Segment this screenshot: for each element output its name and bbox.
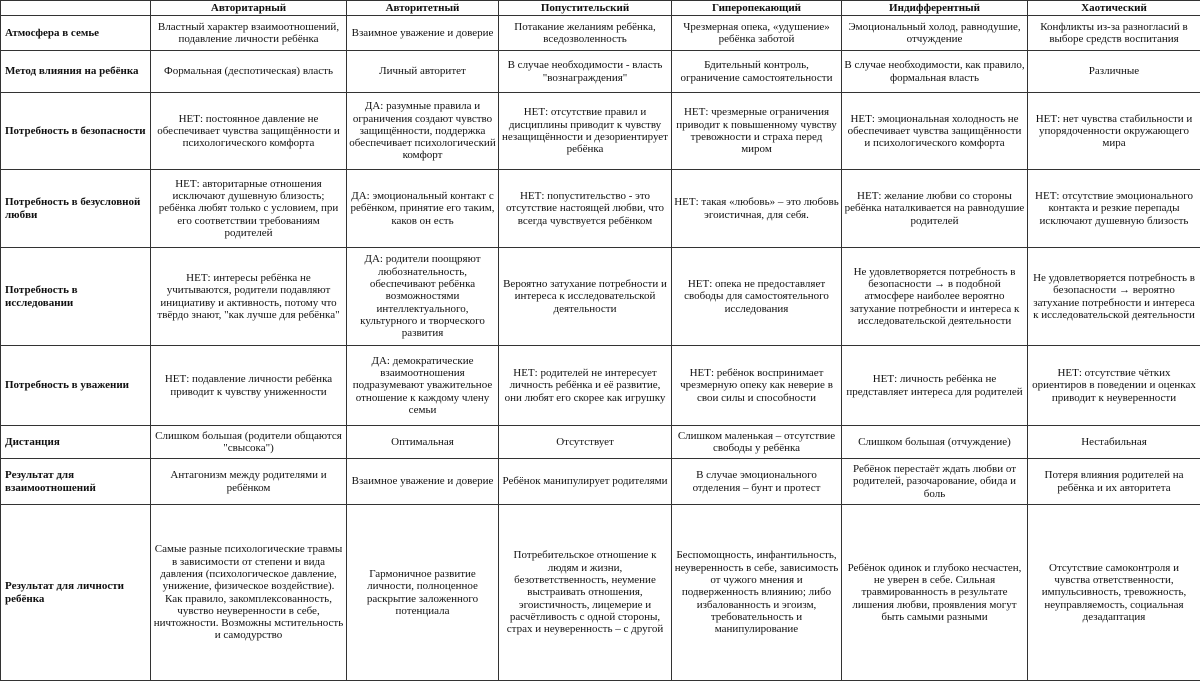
table-cell: НЕТ: родителей не интересует личность ребёнка и её развитие, они любят его скорее как игрушку (499, 346, 672, 426)
table-cell: Ребёнок манипулирует родителями (499, 459, 672, 505)
table-cell: НЕТ: личность ребёнка не представляет интереса для родителей (842, 346, 1028, 426)
table-cell: НЕТ: опека не предоставляет свободы для самостоятельного исследования (672, 248, 842, 346)
table-cell: НЕТ: отсутствие эмоционального контакта и резкие перепады исключают душевную близость (1028, 170, 1200, 248)
table-cell: Чрезмерная опека, «удушение» ребёнка заботой (672, 16, 842, 51)
table-cell: НЕТ: интересы ребёнка не учитываются, родители подавляют инициативу и активность, потому что твёрдо знают, "как лучше для ребёнка" (151, 248, 347, 346)
table-cell: Различные (1028, 51, 1200, 93)
table-cell: Не удовлетворяется потребность в безопасности → в подобной атмосфере наиболее вероятно затухание потребности и интереса к исследовательской деятельности (842, 248, 1028, 346)
table-row (1, 346, 1200, 426)
table-cell: Ребёнок одинок и глубоко несчастен, не уверен в себе. Сильная травмированность в результате лишения любви, проявления могут быть самыми разными (842, 505, 1028, 681)
table-cell: Слишком большая (отчуждение) (842, 426, 1028, 459)
table-row (1, 459, 1200, 505)
table-row (1, 51, 1200, 93)
table-row (1, 426, 1200, 459)
table-cell: НЕТ: подавление личности ребёнка приводит к чувству униженности (151, 346, 347, 426)
table-cell: НЕТ: нет чувства стабильности и упорядоченности окружающего мира (1028, 93, 1200, 170)
col-header-chaotic: Хаотический (1028, 1, 1200, 16)
row-header: Результат для личности ребёнка (1, 505, 151, 681)
table-cell: НЕТ: такая «любовь» – это любовь эгоистичная, для себя. (672, 170, 842, 248)
table-cell: Потребительское отношение к людям и жизни, безответственность, неумение выстраивать отношения, эгоистичность, лицемерие и расчётливость с одной стороны, страх и неуверенность – с другой (499, 505, 672, 681)
table-cell: НЕТ: авторитарные отношения исключают душевную близость; ребёнка любят только с условием, при его соответствии требованиям родителей (151, 170, 347, 248)
corner-cell (1, 1, 151, 16)
table-cell: ДА: демократические взаимоотношения подразумевают уважительное отношение к каждому члену семьи (347, 346, 499, 426)
table-cell: НЕТ: постоянное давление не обеспечивает чувства защищённости и психологического комфорта (151, 93, 347, 170)
table-cell: Ребёнок перестаёт ждать любви от родителей, разочарование, обида и боль (842, 459, 1028, 505)
table-cell: Беспомощность, инфантильность, неуверенность в себе, зависимость от чужого мнения и подверженность влиянию; либо избалованность и эгоизм, требовательность и манипулирование (672, 505, 842, 681)
table-row (1, 170, 1200, 248)
table-cell: НЕТ: желание любви со стороны ребёнка наталкивается на равнодушие родителей (842, 170, 1028, 248)
row-header: Дистанция (1, 426, 151, 459)
table-cell: НЕТ: ребёнок воспринимает чрезмерную опеку как неверие в свои силы и способности (672, 346, 842, 426)
table-cell: ДА: эмоциональный контакт с ребёнком, принятие его таким, каков он есть (347, 170, 499, 248)
row-header: Результат для взаимоотношений (1, 459, 151, 505)
table-cell: Нестабильная (1028, 426, 1200, 459)
table-cell: ДА: разумные правила и ограничения создают чувство защищённости, поддержка обеспечивает психологический комфорт (347, 93, 499, 170)
table-cell: Слишком маленькая – отсутствие свободы у ребёнка (672, 426, 842, 459)
col-header-overprotective: Гиперопекающий (672, 1, 842, 16)
table-cell: Самые разные психологические травмы в зависимости от степени и вида давления (психологическое давление, унижение, физическое воздействие). Как правило, закомплексованность, чувство неуверенности в себе, ничтожности. Возможны мстительность и самодурство (151, 505, 347, 681)
row-header: Потребность в безусловной любви (1, 170, 151, 248)
table-cell: Властный характер взаимоотношений, подавление личности ребёнка (151, 16, 347, 51)
table-cell: Конфликты из-за разногласий в выборе средств воспитания (1028, 16, 1200, 51)
table-cell: Гармоничное развитие личности, полноценное раскрытие заложенного потенциала (347, 505, 499, 681)
table-cell: Потакание желаниям ребёнка, вседозволенность (499, 16, 672, 51)
table-row (1, 505, 1200, 681)
table-cell: ДА: родители поощряют любознательность, обеспечивают ребёнка возможностями интеллектуального, культурного и творческого развития (347, 248, 499, 346)
table-row (1, 248, 1200, 346)
table-cell: Эмоциональный холод, равнодушие, отчуждение (842, 16, 1028, 51)
table-cell: НЕТ: попустительство - это отсутствие настоящей любви, что всегда чувствуется ребёнком (499, 170, 672, 248)
table-cell: Оптимальная (347, 426, 499, 459)
row-header: Потребность в исследовании (1, 248, 151, 346)
table-cell: НЕТ: отсутствие правил и дисциплины приводит к чувству незащищённости и дезориентирует ребёнка (499, 93, 672, 170)
table-cell: Бдительный контроль, ограничение самостоятельности (672, 51, 842, 93)
table-cell: Антагонизм между родителями и ребёнком (151, 459, 347, 505)
col-header-authoritative: Авторитетный (347, 1, 499, 16)
col-header-authoritarian: Авторитарный (151, 1, 347, 16)
table-cell: Формальная (деспотическая) власть (151, 51, 347, 93)
header-row (1, 1, 1200, 16)
table-cell: Взаимное уважение и доверие (347, 459, 499, 505)
col-header-permissive: Попустительский (499, 1, 672, 16)
table-row (1, 16, 1200, 51)
table-cell: Отсутствие самоконтроля и чувства ответственности, импульсивность, тревожность, неуправляемость, социальная дезадаптация (1028, 505, 1200, 681)
table-cell: Вероятно затухание потребности и интереса к исследовательской деятельности (499, 248, 672, 346)
table-cell: Потеря влияния родителей на ребёнка и их авторитета (1028, 459, 1200, 505)
table-cell: В случае необходимости - власть "вознаграждения" (499, 51, 672, 93)
row-header: Метод влияния на ребёнка (1, 51, 151, 93)
table-cell: Взаимное уважение и доверие (347, 16, 499, 51)
table-cell: НЕТ: эмоциональная холодность не обеспечивает чувства защищённости и психологического комфорта (842, 93, 1028, 170)
row-header: Атмосфера в семье (1, 16, 151, 51)
table-row (1, 93, 1200, 170)
row-header: Потребность в уважении (1, 346, 151, 426)
table-cell: НЕТ: чрезмерные ограничения приводит к повышенному чувству тревожности и страха перед миром (672, 93, 842, 170)
table-cell: Не удовлетворяется потребность в безопасности → вероятно затухание потребности и интереса к исследовательской деятельности (1028, 248, 1200, 346)
table-cell: В случае эмоционального отделения – бунт и протест (672, 459, 842, 505)
table-cell: Отсутствует (499, 426, 672, 459)
table-cell: НЕТ: отсутствие чётких ориентиров в поведении и оценках приводит к неуверенности (1028, 346, 1200, 426)
table-cell: Слишком большая (родители общаются "свысока") (151, 426, 347, 459)
row-header: Потребность в безопасности (1, 93, 151, 170)
table-cell: Личный авторитет (347, 51, 499, 93)
table-cell: В случае необходимости, как правило, формальная власть (842, 51, 1028, 93)
col-header-indifferent: Индифферентный (842, 1, 1028, 16)
